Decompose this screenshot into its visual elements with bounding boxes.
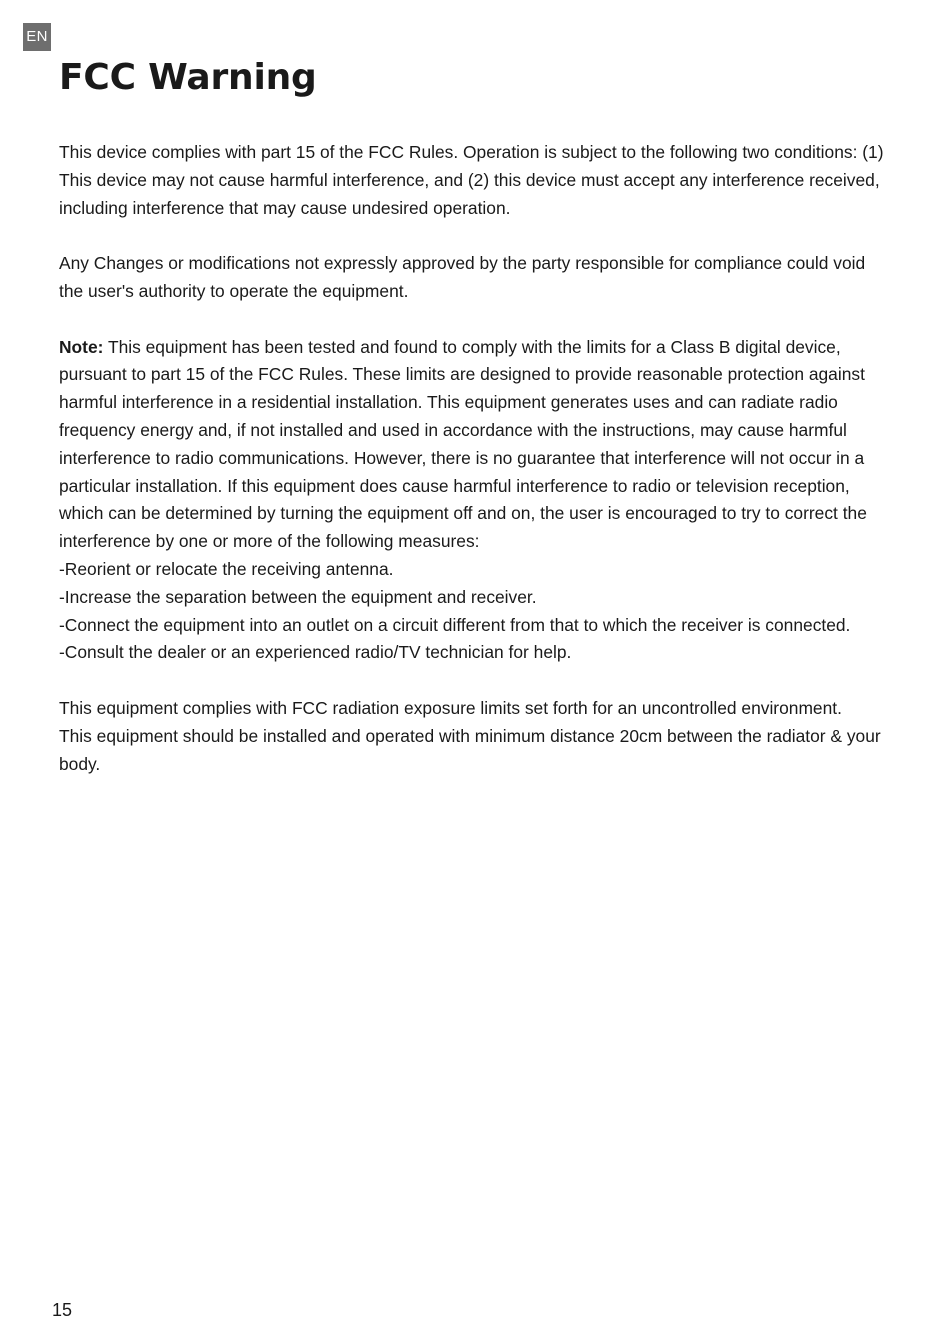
paragraph-spacer	[59, 306, 889, 334]
paragraph-spacer	[59, 222, 889, 250]
distance-paragraph: This equipment should be installed and operated with minimum distance 20cm between the radiator & your body.	[59, 725, 881, 774]
measure-item: -Consult the dealer or an experienced radio/TV technician for help.	[59, 642, 572, 663]
modifications-paragraph: Any Changes or modifications not expressly approved by the party responsible for compliance could void the user's authority to operate the equipment.	[59, 253, 866, 301]
radiation-exposure-paragraph: This equipment complies with FCC radiation exposure limits set forth for an uncontrolled environment.	[59, 697, 842, 718]
measure-item: -Reorient or relocate the receiving antenna.	[59, 558, 394, 579]
note-text: This equipment has been tested and found to comply with the limits for a Class B digital device, pursuant to part 15 of the FCC Rules. These limits are designed to provide reasonable protection against harmful interference in a residential installation. This equipment generates uses and can radiate radio frequency energy and, if not installed and used in accordance with the instructions, may cause harmful interference to radio communications. However, there is no guarantee that interference will not occur in a particular installation. If this equipment does cause harmful interference to radio or television reception, which can be determined by turning the equipment off and on, the user is encouraged to try to correct the interference by one or more of the following measures:	[59, 336, 867, 552]
compliance-paragraph: This device complies with part 15 of the FCC Rules. Operation is subject to the following two conditions: (1) This device may not cause harmful interference, and (2) this device must accept any interference received, including interference that may cause undesired operation.	[59, 142, 884, 218]
document-body	[59, 139, 889, 778]
language-badge: EN	[23, 23, 51, 51]
note-paragraph	[59, 334, 889, 556]
page-title: FCC Warning	[59, 57, 317, 98]
page-number: 15	[52, 1300, 73, 1320]
measure-item: -Connect the equipment into an outlet on a circuit different from that to which the receiver is connected.	[59, 614, 851, 635]
measure-item: -Increase the separation between the equipment and receiver.	[59, 586, 537, 607]
note-label: Note:	[59, 336, 104, 357]
paragraph-spacer	[59, 667, 889, 695]
